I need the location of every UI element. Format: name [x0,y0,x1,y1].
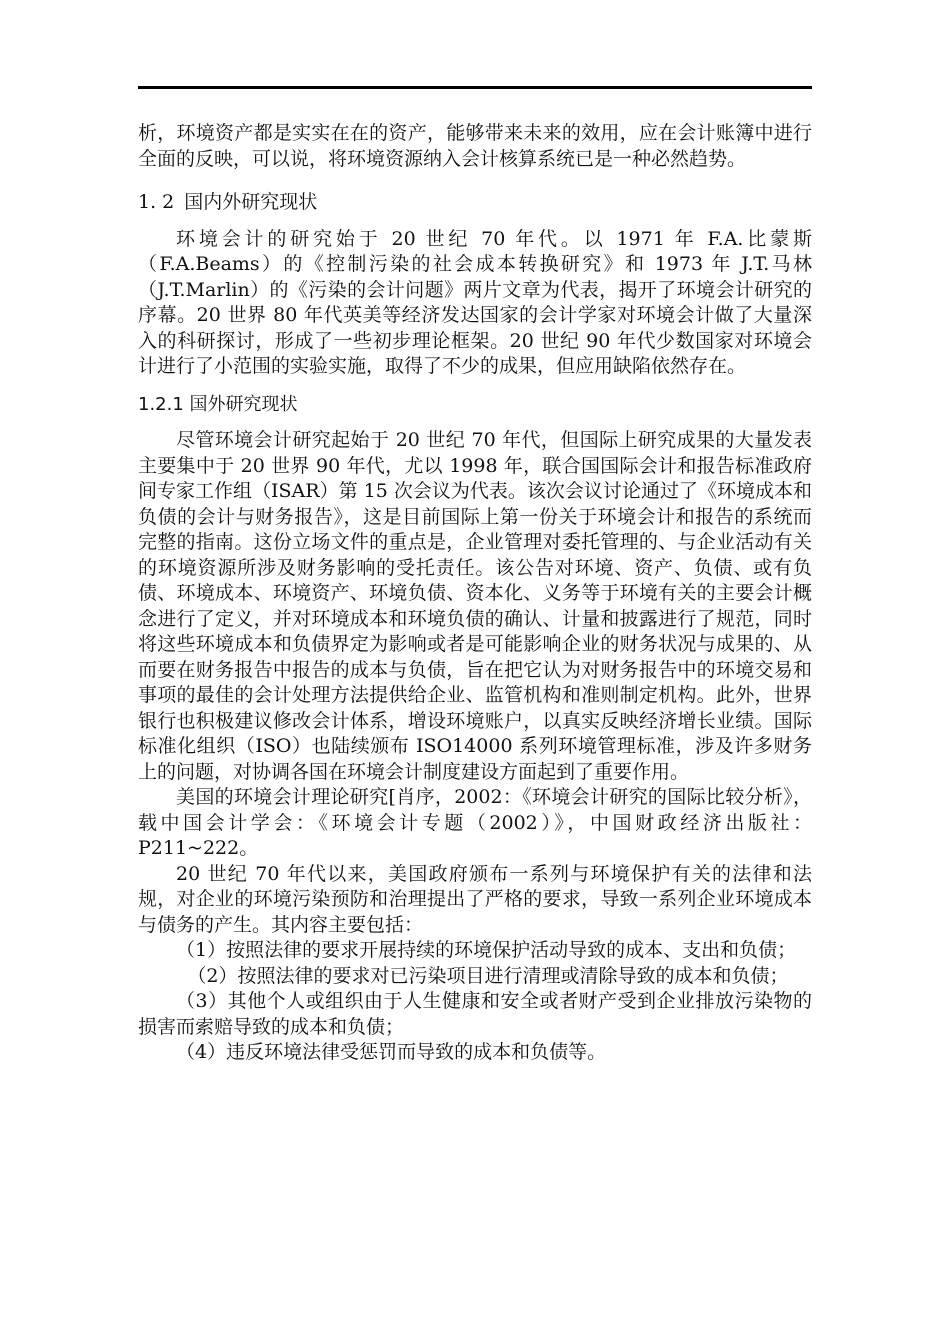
paragraph-continued: 析，环境资产都是实实在在的资产，能够带来未来的效用，应在会计账簿中进行全面的反映，可以说，将环境资源纳入会计核算系统已是一种必然趋势。 [138,122,812,170]
list-item: （4）违反环境法律受惩罚而导致的成本和负债等。 [176,1041,607,1063]
paragraph-us-regulation: 20 世纪 70 年代以来，美国政府颁布一系列与环境保护有关的法律和法规，对企业的环境污染预防和治理提出了严格的要求，导致一系列企业环境成本与债务的产生。其内容主要包括： [138,862,812,936]
list-item: （2）按照法律的要求对已污染项目进行清理或清除导致的成本和负债； [187,964,789,987]
list-item: （3）其他个人或组织由于人生健康和安全或者财产受到企业排放污染物的损害而索赔导致的成本和负债； [138,990,812,1038]
paragraph-international: 尽管环境会计研究起始于 20 世纪 70 年代，但国际上研究成果的大量发表主要集中于 20 世界 90 年代，尤以 1998 年，联合国国际会计和报告标准政府间专家工作组（ISAR）第 15 次会议为代表。该次会议讨论通过了《环境成本和负债的会计与财务报告》，这是目前国际上第一份关于环境会计和报告的系统而完整的指南。这份立场文件的重点是，企业管理对委托管理的、与企业活动有关的环境资源所涉及财务影响的受托责任。该公告对环境、资产、负债、或有负债、环境成本、环境资产、环境负债、资本化、义务等于环境有关的主要会计概念进行了定义，并对环境成本和环境负债的确认、计量和披露进行了规范，同时将这些环境成本和负债界定为影响或者是可能影响企业的财务状况与成果的、从而要在财务报告中报告的成本与负债，旨在把它认为对财务报告中的环境交易和事项的最佳的会计处理方法提供给企业、监管机构和准则制定机构。此外，世界银行也积极建议修改会计体系，增设环境账户，以真实反映经济增长业绩。国际标准化组织（ISO）也陆续颁布 ISO14000 系列环境管理标准，涉及许多财务上的问题，对协调各国在环境会计制度建设方面起到了重要作用。 [138,429,812,783]
subsection-heading-1-2-1: 1.2.1 国外研究现状 [138,393,298,415]
section-heading-1-2 [138,190,812,216]
paragraph-history: 环境会计的研究始于 20 世纪 70 年代。以 1971 年 F.A.比蒙斯（F.A.Beams）的《控制污染的社会成本转换研究》和 1973 年 J.T.马林（J.T.Marlin）的《污染的会计问题》两片文章为代表，揭开了环境会计研究的序幕。20 世界 80 年代英美等经济发达国家的会计学家对环境会计做了大量深入的科研探讨，形成了一些初步理论框架。20 世纪 90 年代少数国家对环境会计进行了小范围的实验实施，取得了不少的成果，但应用缺陷依然存在。 [138,227,812,377]
list-item: （1）按照法律的要求开展持续的环境保护活动导致的成本、支出和负债； [176,939,797,961]
paragraph-us-theory: 美国的环境会计理论研究[肖序，2002：《环境会计研究的国际比较分析》，载中国会计学会：《环境会计专题（2002）》，中国财政经济出版社：P211~222。 [138,786,812,859]
section-number: 1. 2 [138,191,175,213]
header-rule [138,86,812,89]
document-body [138,121,812,1066]
section-title: 国内外研究现状 [184,191,318,213]
